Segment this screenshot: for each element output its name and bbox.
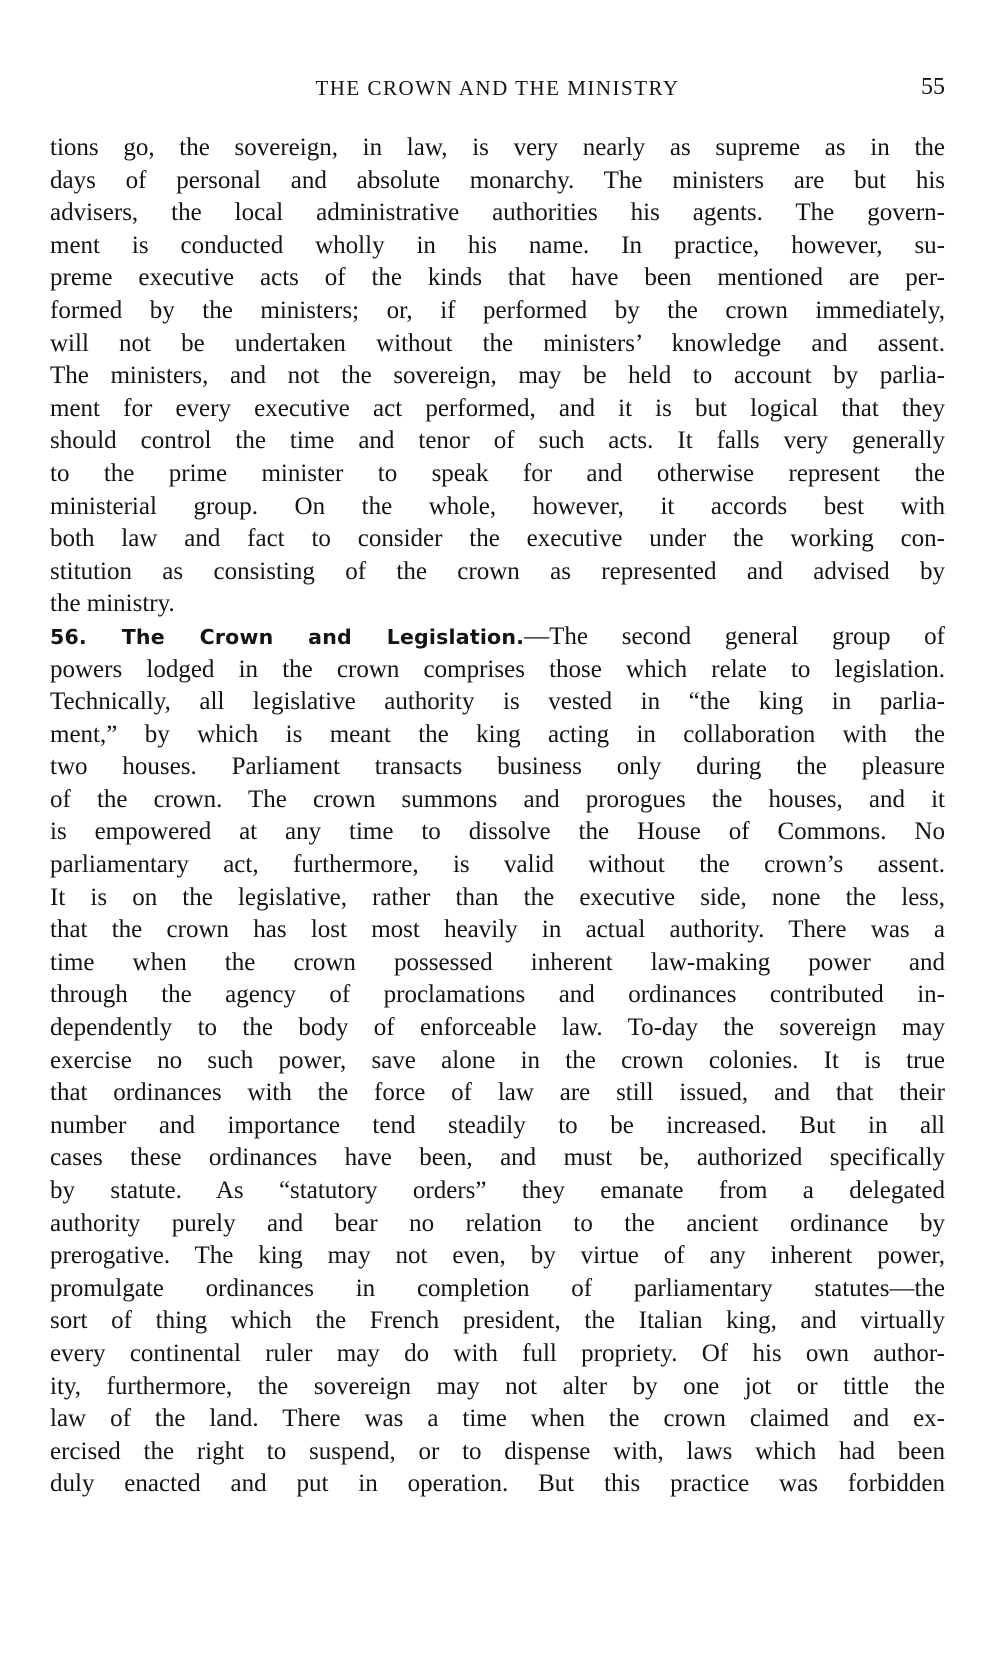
text-line: promulgate ordinances in completion of parliamentary statutes—the [50,1274,945,1302]
text-line: ministerial group. On the whole, however, it accords best with [50,492,945,520]
text-line: that ordinances with the force of law are still issued, and that their [50,1079,945,1107]
section-heading: 56. The Crown and Legislation. [50,624,525,649]
text-line: ment,” by which is meant the king acting in collaboration with the [50,720,945,748]
text-line: stitution as consisting of the crown as represented and advised by [50,557,945,585]
text-line: formed by the ministers; or, if performed by the crown immediately, [50,296,945,324]
text-line: time when the crown possessed inherent law-making power and [50,948,945,976]
text-line: Technically, all legislative authority is vested in “the king in parlia- [50,688,945,716]
running-header [50,72,945,112]
text-line: is empowered at any time to dissolve the House of Commons. No [50,818,945,846]
text-line: by statute. As “statutory orders” they emanate from a delegated [50,1177,945,1204]
text-line: of the crown. The crown summons and prorogues the houses, and it [50,785,945,813]
section-56-paragraph [50,621,945,1501]
text-line: both law and fact to consider the executive under the working con- [50,525,945,553]
text-line: through the agency of proclamations and ordinances contributed in- [50,981,945,1009]
text-line: law of the land. There was a time when the crown claimed and ex- [50,1405,945,1433]
text-line: exercise no such power, save alone in the crown colonies. It is true [50,1046,945,1074]
text-line: authority purely and bear no relation to the ancient ordinance by [50,1209,945,1237]
text-line: should control the time and tenor of such acts. It falls very generally [50,427,945,455]
text-line: tions go, the sovereign, in law, is very nearly as supreme as in the [50,134,945,161]
running-title: THE CROWN AND THE MINISTRY [315,76,680,100]
body-text [50,132,945,1501]
text-line: number and importance tend steadily to be increased. But in all [50,1111,945,1139]
paragraph-continued [50,132,945,621]
text-line: ercised the right to suspend, or to dispense with, laws which had been [50,1437,945,1465]
text-line: duly enacted and put in operation. But this practice was forbidden [50,1470,945,1498]
text-line: The ministers, and not the sovereign, may be held to account by parlia- [50,362,945,390]
section-first-line-text: —The second general group of [524,622,945,650]
section-first-line [50,621,945,654]
text-line: days of personal and absolute monarchy. The ministers are but his [50,166,945,194]
text-line: every continental ruler may do with full propriety. Of his own author- [50,1339,945,1367]
text-line: to the prime minister to speak for and otherwise represent the [50,459,945,487]
text-line: advisers, the local administrative authorities his agents. The govern- [50,199,945,227]
text-line: It is on the legislative, rather than the executive side, none the less, [50,883,945,911]
text-line: ment for every executive act performed, and it is but logical that they [50,394,945,422]
text-line: powers lodged in the crown comprises those which relate to legislation. [50,655,945,683]
text-line: cases these ordinances have been, and must be, authorized specifically [50,1144,945,1172]
text-line: ity, furthermore, the sovereign may not alter by one jot or tittle the [50,1372,945,1400]
page-number: 55 [921,74,945,100]
text-line: two houses. Parliament transacts business only during the pleasure [50,753,945,781]
text-line: the ministry. [50,590,175,618]
text-line: prerogative. The king may not even, by virtue of any inherent power, [50,1242,945,1270]
text-line: parliamentary act, furthermore, is valid without the crown’s assent. [50,851,945,879]
text-line: sort of thing which the French president, the Italian king, and virtually [50,1307,945,1335]
text-line: ment is conducted wholly in his name. In practice, however, su- [50,231,945,259]
text-line: preme executive acts of the kinds that have been mentioned are per- [50,264,945,292]
text-line: dependently to the body of enforceable law. To-day the sovereign may [50,1014,945,1042]
text-line: will not be undertaken without the ministers’ knowledge and assent. [50,329,945,357]
text-line: that the crown has lost most heavily in actual authority. There was a [50,916,945,944]
